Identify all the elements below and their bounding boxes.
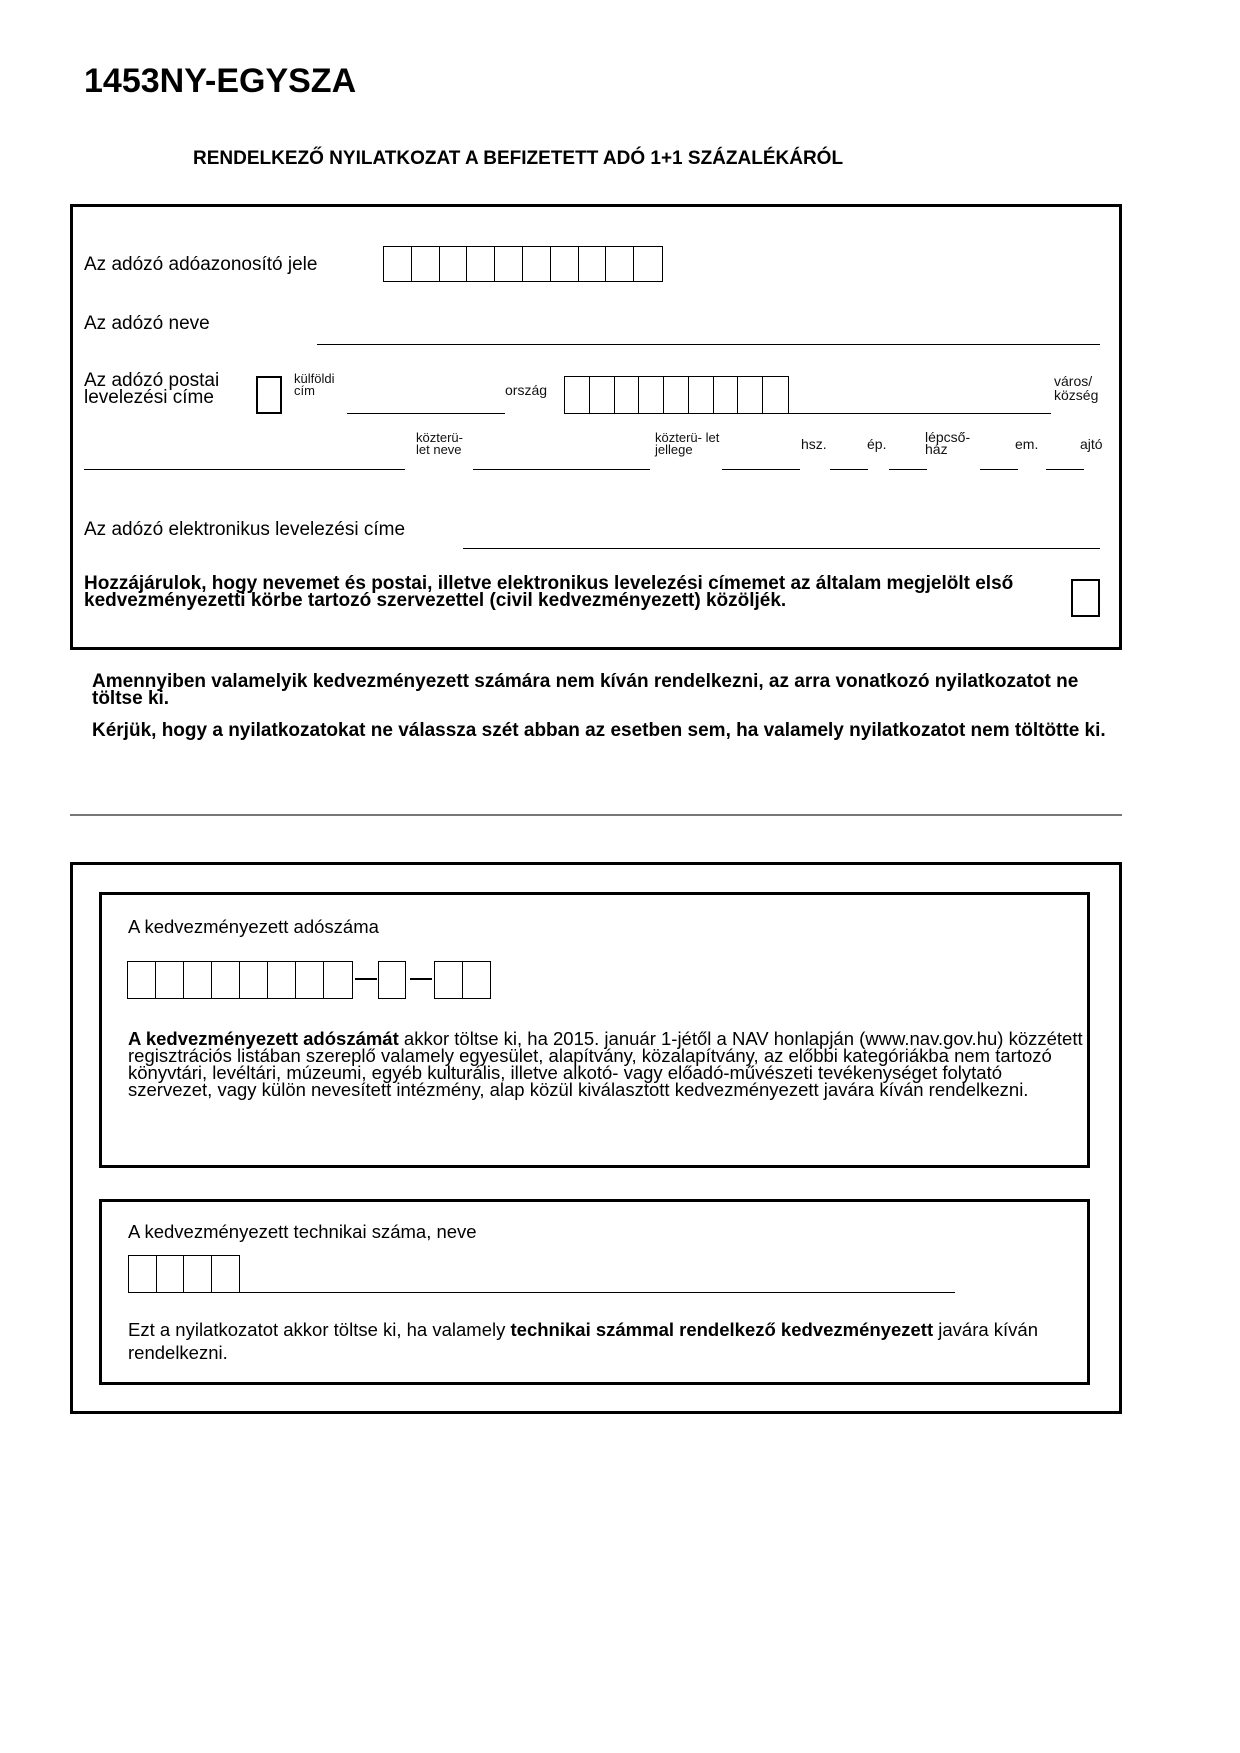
tax-id-cell[interactable] [523, 247, 551, 281]
tax-number-cell[interactable] [435, 962, 463, 998]
country-field[interactable] [347, 413, 505, 414]
street-name-field[interactable] [84, 469, 405, 470]
tax-number-help-text: akkor töltse ki, ha 2015. január 1-jétől a NAV honlapján (www.nav.gov.hu) közzétett regisztrációs listában szereplő valamely egyesület, alapítvány, közalapítvány, az előbbi kategóriákba nem tartozó könyvtári, levéltári, múzeumi, egyéb kulturális, illetve alkotó- vagy előadó-művészeti tevékenységet folytató szervezet, vagy külön nevesített intézmény, alap közül kiválasztott kedvezményezett javára kíván rendelkezni. [128, 1028, 1083, 1100]
tax-number-cell[interactable] [296, 962, 324, 998]
email-field[interactable] [463, 548, 1100, 549]
door-field[interactable] [1046, 469, 1084, 470]
postal-code-cell[interactable] [763, 377, 788, 413]
street-name-label: közterü- let neve [416, 430, 463, 457]
tax-number-cell[interactable] [268, 962, 296, 998]
tax-number-cell[interactable] [463, 962, 491, 998]
foreign-address-label: külföldi cím [294, 371, 335, 398]
consent-text: Hozzájárulok, hogy nevemet és postai, illetve elektronikus levelezési címemet az általam megjelölt első kedvezményezetti körbe tartozó szervezettel (civil kedvezményezett) közöljék. [84, 573, 1014, 611]
tax-id-cell[interactable] [551, 247, 579, 281]
tax-id-cell[interactable] [495, 247, 523, 281]
technical-help-post: javára kíván rendelkezni. [128, 1319, 1039, 1363]
house-number-field[interactable] [722, 469, 800, 470]
note-do-not-separate: Kérjük, hogy a nyilatkozatokat ne válassza szét abban az esetben sem, ha valamely nyilatkozatot nem töltötte ki. [92, 720, 1106, 741]
tax-id-cell[interactable] [634, 247, 662, 281]
form-title: RENDELKEZŐ NYILATKOZAT A BEFIZETETT ADÓ 1+1 SZÁZALÉKÁRÓL [193, 148, 844, 169]
name-field[interactable] [317, 344, 1100, 345]
tax-number-dash [410, 978, 432, 980]
tax-id-cell[interactable] [384, 247, 412, 281]
tax-number-label: A kedvezményezett adószáma [128, 916, 379, 937]
tax-id-cell[interactable] [467, 247, 495, 281]
tax-number-cell[interactable] [212, 962, 240, 998]
technical-help-pre: Ezt a nyilatkozatot akkor töltse ki, ha valamely [128, 1319, 511, 1340]
technical-number-cell[interactable] [212, 1256, 240, 1292]
floor-field[interactable] [980, 469, 1018, 470]
tax-number-dash [355, 978, 377, 980]
building-field[interactable] [830, 469, 868, 470]
technical-number-cell[interactable] [184, 1256, 212, 1292]
staircase-label: lépcső- ház [925, 429, 971, 457]
tax-id-cell[interactable] [440, 247, 468, 281]
building-label: ép. [867, 436, 887, 452]
tax-id-cell[interactable] [412, 247, 440, 281]
tax-number-vat-field[interactable] [378, 961, 406, 999]
technical-name-field[interactable] [240, 1292, 955, 1293]
tax-number-main-field[interactable] [127, 961, 353, 999]
name-label: Az adózó neve [84, 313, 210, 334]
tax-number-cell[interactable] [184, 962, 212, 998]
tax-number-cell[interactable] [128, 962, 156, 998]
country-label: ország [505, 382, 548, 398]
postal-address-label: Az adózó postai levelezési címe [84, 370, 220, 408]
technical-number-field[interactable] [128, 1255, 240, 1293]
tax-number-cell[interactable] [379, 962, 405, 998]
technical-number-label: A kedvezményezett technikai száma, neve [128, 1221, 477, 1242]
separator [70, 814, 1122, 816]
postal-code-cell[interactable] [590, 377, 615, 413]
floor-label: em. [1015, 436, 1039, 452]
postal-code-cell[interactable] [664, 377, 689, 413]
postal-code-cell[interactable] [738, 377, 763, 413]
foreign-address-checkbox[interactable] [256, 376, 282, 414]
house-number-label: hsz. [801, 436, 827, 452]
form-code: 1453NY-EGYSZA [84, 62, 357, 100]
tax-id-cell[interactable] [606, 247, 634, 281]
technical-number-cell[interactable] [129, 1256, 157, 1292]
tax-number-cell[interactable] [156, 962, 184, 998]
tax-id-field[interactable] [383, 246, 663, 282]
postal-code-field[interactable] [564, 376, 789, 414]
tax-id-cell[interactable] [579, 247, 607, 281]
technical-help-bold: technikai számmal rendelkező kedvezményezett [510, 1319, 934, 1340]
tax-id-label: Az adózó adóazonosító jele [84, 254, 318, 275]
technical-help [128, 1318, 1088, 1364]
city-label: város/ község [1054, 373, 1099, 403]
street-type-field[interactable] [473, 469, 650, 470]
tax-number-cell[interactable] [324, 962, 352, 998]
street-type-label: közterü- let jellege [655, 430, 720, 457]
door-label: ajtó [1080, 436, 1103, 452]
technical-number-cell[interactable] [157, 1256, 185, 1292]
postal-code-cell[interactable] [639, 377, 664, 413]
postal-code-cell[interactable] [714, 377, 739, 413]
consent-checkbox[interactable] [1071, 579, 1100, 617]
email-label: Az adózó elektronikus levelezési címe [84, 519, 406, 540]
postal-code-cell[interactable] [565, 377, 590, 413]
tax-number-help-bold: A kedvezményezett adószámát [128, 1028, 399, 1049]
tax-number-county-field[interactable] [434, 961, 491, 999]
note-skip: Amennyiben valamelyik kedvezményezett számára nem kíván rendelkezni, az arra vonatkozó nyilatkozatot ne töltse ki. [92, 671, 1079, 709]
postal-code-cell[interactable] [689, 377, 714, 413]
postal-code-cell[interactable] [615, 377, 640, 413]
tax-number-cell[interactable] [240, 962, 268, 998]
staircase-field[interactable] [889, 469, 927, 470]
tax-number-help [128, 1030, 1088, 1098]
city-field[interactable] [789, 413, 1051, 414]
